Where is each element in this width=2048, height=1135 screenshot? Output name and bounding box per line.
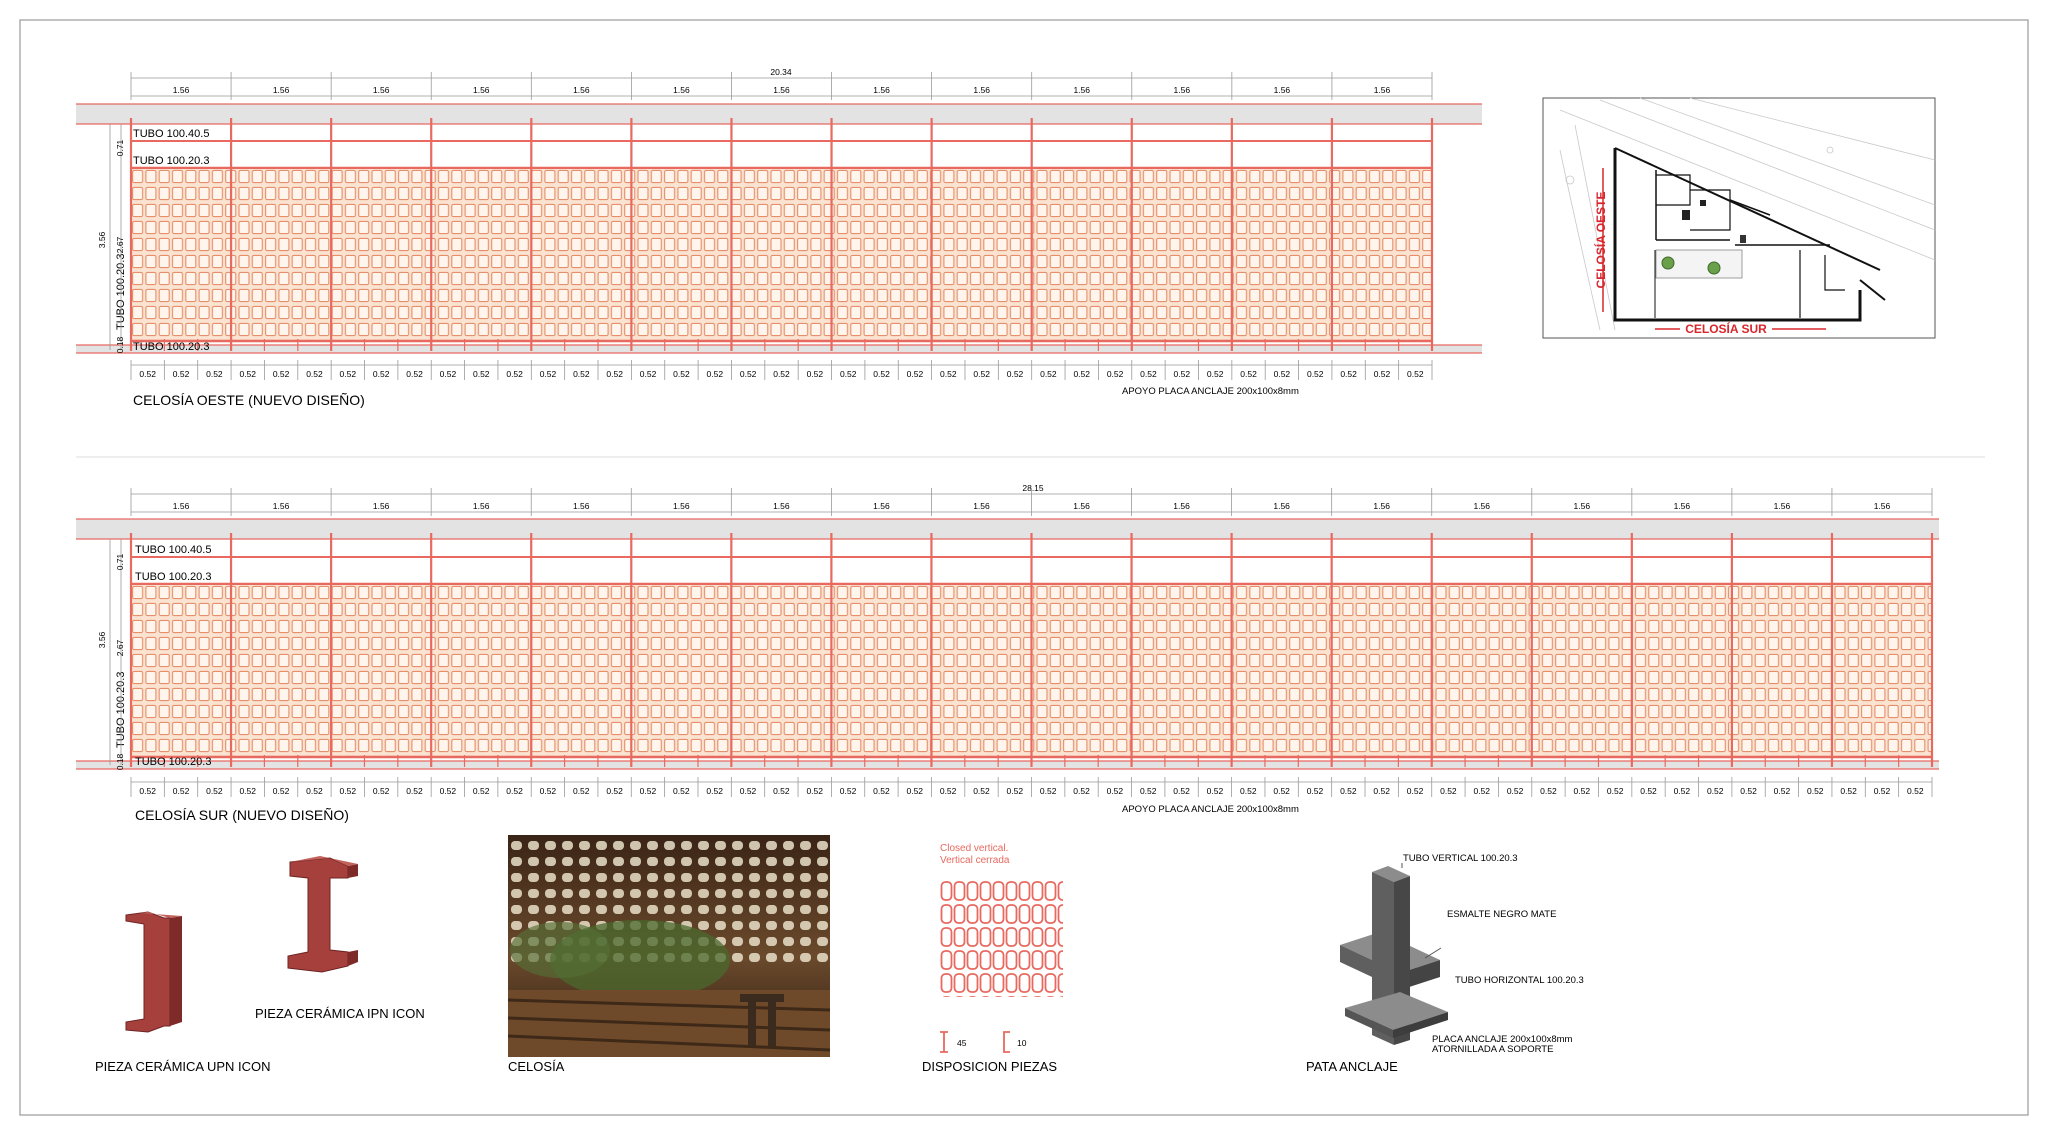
half-dim: 0.52 (939, 786, 957, 796)
half-dim: 0.52 (206, 786, 223, 796)
half-dim: 0.52 (739, 786, 757, 796)
half-dim: 0.52 (306, 786, 323, 796)
anchor-label-2: ESMALTE NEGRO MATE (1447, 909, 1557, 920)
south-dim-total: 3.56 (97, 631, 107, 649)
half-dim: 0.52 (306, 369, 323, 379)
half-dim: 0.52 (1706, 786, 1724, 796)
west-dim-total: 3.56 (97, 231, 107, 249)
half-dim: 0.52 (1240, 369, 1257, 379)
half-dim: 0.52 (1673, 786, 1691, 796)
half-dim: 0.52 (1740, 786, 1757, 796)
module-dim: 1.56 (1473, 501, 1491, 511)
south-tube-bottom-label: TUBO 100.20.3 (135, 756, 212, 768)
half-dim: 0.52 (206, 369, 223, 379)
half-dim: 0.52 (1907, 786, 1924, 796)
half-dim: 0.52 (572, 786, 590, 796)
west-floor (76, 345, 1482, 353)
module-dim: 1.56 (172, 501, 190, 511)
module-dim: 1.56 (1773, 501, 1791, 511)
half-dim: 0.52 (1407, 369, 1424, 379)
piece-a-size: 45 (957, 1038, 967, 1048)
half-dim: 0.52 (1006, 369, 1024, 379)
upn-caption: PIEZA CERÁMICA UPN ICON (95, 1059, 271, 1074)
half-dim: 0.52 (1106, 369, 1124, 379)
module-dim: 1.56 (1673, 501, 1691, 511)
half-dim: 0.52 (339, 786, 357, 796)
half-dim: 0.52 (606, 369, 623, 379)
half-dim: 0.52 (1306, 786, 1324, 796)
half-dim: 0.52 (1406, 786, 1424, 796)
site-plan (1543, 98, 1935, 338)
half-dim: 0.52 (472, 786, 490, 796)
anchor-label-1: TUBO VERTICAL 100.20.3 (1403, 853, 1518, 864)
half-dim: 0.52 (1873, 786, 1891, 796)
module-dim: 1.56 (873, 85, 890, 95)
half-dim: 0.52 (940, 369, 957, 379)
module-dim: 1.56 (472, 501, 490, 511)
anchor-label-4a: PLACA ANCLAJE 200x100x8mm (1432, 1034, 1573, 1045)
half-dim: 0.52 (1373, 786, 1390, 796)
half-dim: 0.52 (573, 369, 590, 379)
anchor-caption: PATA ANCLAJE (1306, 1059, 1398, 1074)
half-dim: 0.52 (1240, 786, 1257, 796)
half-dim: 0.52 (973, 786, 990, 796)
half-dim: 0.52 (1840, 786, 1857, 796)
west-dim-mesh: 2.67 (115, 236, 125, 254)
photo-caption: CELOSÍA (508, 1059, 565, 1074)
south-slab (76, 519, 1939, 539)
plan-tree-2 (1708, 262, 1720, 274)
half-dim: 0.52 (873, 369, 890, 379)
half-dim: 0.52 (439, 369, 457, 379)
half-dim: 0.52 (839, 369, 857, 379)
west-slab (76, 104, 1482, 124)
half-dim: 0.52 (1773, 786, 1791, 796)
module-dim: 1.56 (773, 85, 790, 95)
anchor-label-4b: ATORNILLADA A SOPORTE (1432, 1044, 1554, 1055)
module-dim: 1.56 (1273, 85, 1291, 95)
half-dim: 0.52 (873, 786, 890, 796)
module-dim: 1.56 (572, 501, 590, 511)
half-dim: 0.52 (806, 369, 824, 379)
half-dim: 0.52 (1306, 369, 1324, 379)
half-dim: 0.52 (539, 369, 557, 379)
half-dim: 0.52 (472, 369, 490, 379)
half-dim: 0.52 (1139, 786, 1157, 796)
half-dim: 0.52 (606, 786, 623, 796)
south-tube-mid-label: TUBO 100.20.3 (135, 571, 212, 583)
module-dim: 1.56 (1073, 85, 1091, 95)
half-dim: 0.52 (1206, 786, 1224, 796)
half-dim: 0.52 (1340, 369, 1357, 379)
piece-arrangement (922, 843, 1063, 1074)
anchor-label-3: TUBO HORIZONTAL 100.20.3 (1455, 975, 1584, 986)
west-tube-top-label: TUBO 100.40.5 (133, 128, 210, 140)
pattern-title-en: Closed vertical. (940, 843, 1009, 854)
half-dim: 0.52 (973, 369, 990, 379)
half-dim: 0.52 (1039, 786, 1057, 796)
pattern-swatch (940, 880, 1063, 997)
plan-tree-1 (1662, 257, 1674, 269)
half-dim: 0.52 (1173, 369, 1191, 379)
half-dim: 0.52 (339, 369, 357, 379)
south-dim-mesh: 2.67 (115, 639, 125, 657)
half-dim: 0.52 (1573, 786, 1591, 796)
module-dim: 1.56 (472, 85, 490, 95)
half-dim: 0.52 (139, 369, 156, 379)
module-dim: 1.56 (272, 85, 290, 95)
west-tube-vert-label: TUBO 100.20.3 (115, 253, 127, 330)
half-dim: 0.52 (773, 369, 790, 379)
anchor-leg (1306, 853, 1584, 1074)
south-dim-bottom: 0.18 (115, 753, 125, 771)
south-floor (76, 761, 1939, 769)
anchor-leader-2 (1425, 948, 1441, 958)
half-dim: 0.52 (1006, 786, 1024, 796)
west-dim-top: 0.71 (115, 139, 125, 157)
south-tube-top-label: TUBO 100.40.5 (135, 544, 212, 556)
half-dim: 0.52 (1506, 786, 1524, 796)
south-tube-vert-label: TUBO 100.20.3 (115, 671, 127, 748)
half-dim: 0.52 (906, 369, 924, 379)
pattern-caption: DISPOSICION PIEZAS (922, 1059, 1058, 1074)
west-lattice (131, 168, 1432, 341)
module-dim: 1.56 (1573, 501, 1591, 511)
pattern-title-es: Vertical cerrada (940, 855, 1010, 866)
half-dim: 0.52 (1173, 786, 1190, 796)
ipn-caption: PIEZA CERÁMICA IPN ICON (255, 1006, 425, 1021)
module-dim: 1.56 (1273, 501, 1290, 511)
half-dim: 0.52 (1340, 786, 1357, 796)
plan-label-west: CELOSÍA OESTE (1594, 191, 1608, 289)
half-dim: 0.52 (406, 786, 423, 796)
half-dim: 0.52 (706, 369, 724, 379)
half-dim: 0.52 (1140, 369, 1157, 379)
half-dim: 0.52 (272, 786, 290, 796)
half-dim: 0.52 (1073, 369, 1091, 379)
module-dim: 1.56 (873, 501, 890, 511)
module-dim: 1.56 (272, 501, 290, 511)
half-dim: 0.52 (1273, 369, 1291, 379)
lattice-photo (508, 835, 830, 1074)
half-dim: 0.52 (706, 786, 723, 796)
half-dim: 0.52 (673, 369, 690, 379)
piece-ipn-glyph (940, 1032, 948, 1052)
half-dim: 0.52 (639, 786, 657, 796)
half-dim: 0.52 (172, 786, 190, 796)
half-dim: 0.52 (1273, 786, 1290, 796)
west-total-dim: 20.34 (770, 67, 792, 77)
module-dim: 1.56 (372, 85, 390, 95)
half-dim: 0.52 (1606, 786, 1624, 796)
half-dim: 0.52 (1440, 786, 1457, 796)
half-dim: 0.52 (172, 369, 190, 379)
half-dim: 0.52 (272, 369, 290, 379)
half-dim: 0.52 (406, 369, 423, 379)
half-dim: 0.52 (1040, 369, 1057, 379)
module-dim: 1.56 (1173, 85, 1191, 95)
half-dim: 0.52 (673, 786, 690, 796)
module-dim: 1.56 (1873, 501, 1891, 511)
half-dim: 0.52 (1373, 369, 1391, 379)
half-dim: 0.52 (906, 786, 924, 796)
half-dim: 0.52 (1540, 786, 1557, 796)
module-dim: 1.56 (1373, 501, 1390, 511)
half-dim: 0.52 (539, 786, 557, 796)
west-tube-bottom-label: TUBO 100.20.3 (133, 341, 210, 353)
ipn-piece (255, 856, 425, 1021)
half-dim: 0.52 (1073, 786, 1090, 796)
half-dim: 0.52 (773, 786, 790, 796)
module-dim: 1.56 (773, 501, 790, 511)
west-elevation (76, 67, 1482, 408)
half-dim: 0.52 (1806, 786, 1824, 796)
half-dim: 0.52 (439, 786, 457, 796)
plan-label-south: CELOSÍA SUR (1685, 322, 1767, 336)
module-dim: 1.56 (973, 501, 990, 511)
module-dim: 1.56 (172, 85, 190, 95)
half-dim: 0.52 (139, 786, 156, 796)
half-dim: 0.52 (1473, 786, 1491, 796)
module-dim: 1.56 (372, 501, 390, 511)
half-dim: 0.52 (239, 369, 257, 379)
south-dim-top: 0.71 (115, 553, 125, 571)
half-dim: 0.52 (239, 786, 257, 796)
upn-piece (95, 912, 271, 1074)
south-caption: CELOSÍA SUR (NUEVO DISEÑO) (135, 807, 349, 823)
module-dim: 1.56 (1373, 85, 1391, 95)
half-dim: 0.52 (1106, 786, 1124, 796)
module-dim: 1.56 (673, 85, 690, 95)
piece-b-size: 10 (1017, 1038, 1027, 1048)
half-dim: 0.52 (739, 369, 757, 379)
half-dim: 0.52 (372, 369, 390, 379)
half-dim: 0.52 (806, 786, 823, 796)
module-dim: 1.56 (973, 85, 990, 95)
module-dim: 1.56 (1173, 501, 1190, 511)
half-dim: 0.52 (639, 369, 657, 379)
west-caption: CELOSÍA OESTE (NUEVO DISEÑO) (133, 392, 365, 408)
west-dim-bottom: 0.18 (115, 336, 125, 354)
half-dim: 0.52 (1640, 786, 1657, 796)
half-dim: 0.52 (839, 786, 857, 796)
module-dim: 1.56 (1073, 501, 1090, 511)
module-dim: 1.56 (673, 501, 690, 511)
half-dim: 0.52 (1206, 369, 1224, 379)
half-dim: 0.52 (372, 786, 390, 796)
west-support-note: APOYO PLACA ANCLAJE 200x100x8mm (1122, 386, 1299, 397)
west-tube-mid-label: TUBO 100.20.3 (133, 155, 210, 167)
south-elevation (76, 483, 1939, 823)
south-support-note: APOYO PLACA ANCLAJE 200x100x8mm (1122, 804, 1299, 815)
piece-upn-glyph (1004, 1032, 1010, 1052)
half-dim: 0.52 (506, 786, 523, 796)
module-dim: 1.56 (573, 85, 590, 95)
south-total-dim: 28.15 (1022, 483, 1044, 493)
half-dim: 0.52 (506, 369, 523, 379)
